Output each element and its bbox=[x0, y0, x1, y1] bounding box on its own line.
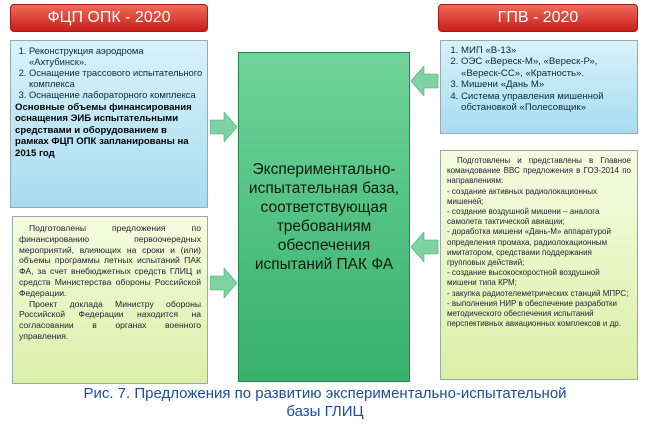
list-item: 1. МИП «В-13» bbox=[461, 45, 633, 56]
fcp-opk-list bbox=[15, 45, 203, 100]
list-item: - создание воздушной мишени – аналога самолета тактической авиации; bbox=[447, 207, 600, 227]
vvs-proposals-box bbox=[440, 150, 638, 380]
header-gpv: ГПВ - 2020 bbox=[438, 4, 638, 32]
arrow-right-icon bbox=[210, 268, 238, 298]
list-item: - создание высокоскоростной воздушной мишени типа КРМ; bbox=[447, 268, 600, 288]
list-item: 2. ОЭС «Вереск-М», «Вереск-Р», «Вереск-СС», «Кратность». bbox=[461, 56, 633, 79]
list-item: - создание активных радиолокационных мишеней; bbox=[447, 186, 598, 206]
financing-proposals-box bbox=[12, 216, 208, 384]
list-item: 1. Реконструкция аэродрома «Ахтубинск». bbox=[29, 45, 203, 67]
arrow-left-icon bbox=[411, 232, 439, 262]
center-goal-box bbox=[238, 52, 410, 382]
gpv-list-box bbox=[440, 40, 638, 134]
list-item: 3. Мишени «Дань М» bbox=[461, 79, 633, 90]
caption-line: базы ГЛИЦ bbox=[286, 403, 364, 420]
list-item: - закупка радиотелеметрических станций МПРС; bbox=[447, 288, 629, 298]
figure-caption bbox=[0, 385, 650, 421]
list-item: - доработка мишени «Дань-М» аппаратурой определения промаха, радиолокационным имитатором, средствами поддержания групповых действий; bbox=[447, 227, 611, 268]
report-paragraph: Проект доклада Министру обороны Российской Федерации находится на согласовании в органах военного управления. bbox=[19, 298, 201, 341]
header-fcp-opk: ФЦП ОПК - 2020 bbox=[10, 4, 208, 32]
center-goal-text: Экспериментально-испытательная база, соответствующая требованиям обеспечения испытаний ПАК ФА bbox=[248, 161, 400, 273]
proposals-paragraph: Подготовлены предложения по финансированию первоочередных мероприятий, влияющих на сроки и (или) объемы программы летных испытаний ПАК ФА, за счет внебюджетных средств ГЛИЦ и средств Министерства обороны Российской Федерации. bbox=[19, 223, 201, 298]
vvs-intro: Подготовлены и представлены в Главное командование ВВС предложения в ГОЗ-2014 по направлениям: bbox=[447, 156, 631, 186]
caption-line: Рис. 7. Предложения по развитию экспериментально-испытательной bbox=[83, 385, 567, 402]
list-item: 2. Оснащение трассового испытательного комплекса bbox=[29, 67, 203, 89]
fcp-opk-list-box bbox=[10, 40, 208, 208]
list-item: 3. Оснащение лабораторного комплекса bbox=[29, 89, 203, 100]
gpv-list bbox=[445, 45, 633, 113]
list-item: - выполнения НИР в обеспечение разработки методического обеспечения испытаний перспективных авиационных комплексов и др. bbox=[447, 298, 621, 329]
list-item: 4. Система управления мишенной обстановкой «Полесовщик» bbox=[461, 91, 633, 114]
arrow-left-icon bbox=[411, 66, 439, 96]
arrow-right-icon bbox=[210, 112, 238, 142]
financing-note: Основные объемы финансирования оснащения ЭИБ испытательными средствами и оборудованием в рамках ФЦП ОПК запланированы на 2015 год bbox=[15, 102, 192, 159]
